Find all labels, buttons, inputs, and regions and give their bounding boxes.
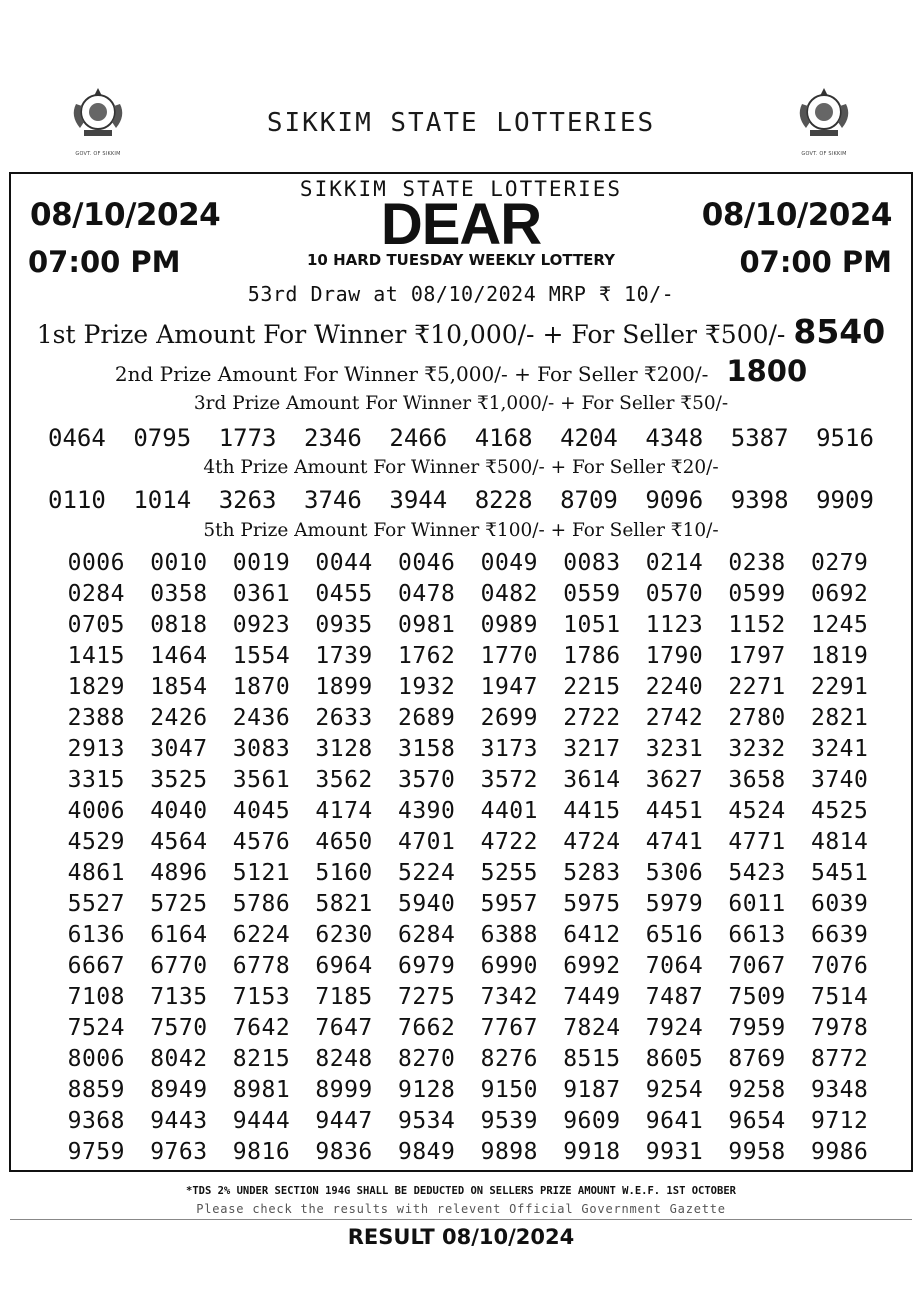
fifth-prize-number: 5423 <box>728 860 786 886</box>
fifth-prize-number: 4390 <box>397 798 456 824</box>
lottery-brand: DEAR <box>380 192 542 257</box>
fifth-prize-number: 6164 <box>150 922 208 948</box>
fifth-prize-number: 6039 <box>810 891 869 917</box>
fifth-prize-number: 9816 <box>232 1139 291 1165</box>
fifth-prize-number: 3627 <box>645 767 704 793</box>
fifth-prize-heading: 5th Prize Amount For Winner ₹100/- + For Seller ₹10/- <box>203 520 719 541</box>
fifth-prize-number: 4564 <box>150 829 208 855</box>
fifth-prize-number: 0989 <box>480 612 538 638</box>
fifth-prize-number: 7978 <box>810 1015 869 1041</box>
fifth-prize-number: 1051 <box>563 612 621 638</box>
third-prize-number: 4348 <box>645 424 704 452</box>
fifth-prize-number: 9254 <box>645 1077 704 1103</box>
fifth-prize-number: 0818 <box>150 612 208 638</box>
fifth-prize-number: 4576 <box>232 829 291 855</box>
fifth-prize-number: 8006 <box>67 1046 125 1072</box>
fifth-prize-number: 9931 <box>645 1139 704 1165</box>
fourth-prize-number: 3263 <box>218 486 277 514</box>
fifth-prize-number: 2215 <box>563 674 621 700</box>
third-prize-number: 4168 <box>474 424 533 452</box>
footer-divider <box>10 1219 912 1220</box>
fifth-prize-number: 8772 <box>810 1046 869 1072</box>
fifth-prize-number: 0599 <box>728 581 786 607</box>
fifth-prize-number: 1932 <box>397 674 456 700</box>
fifth-prize-number: 9918 <box>563 1139 621 1165</box>
fifth-prize-number: 3525 <box>150 767 208 793</box>
fifth-prize-number: 1245 <box>810 612 869 638</box>
fifth-prize-number: 7824 <box>563 1015 621 1041</box>
fifth-prize-number: 4524 <box>728 798 786 824</box>
first-prize-row <box>0 312 922 351</box>
fourth-prize-number: 1014 <box>133 486 192 514</box>
fifth-prize-number: 3658 <box>728 767 786 793</box>
fifth-prize-number: 7076 <box>810 953 869 979</box>
fifth-prize-number: 1739 <box>315 643 373 669</box>
fifth-prize-number: 7449 <box>563 984 621 1010</box>
fifth-prize-number: 3173 <box>480 736 538 762</box>
fifth-prize-number: 6388 <box>480 922 538 948</box>
fifth-prize-number: 5306 <box>645 860 704 886</box>
fifth-prize-number: 2821 <box>810 705 869 731</box>
fifth-prize-number: 5527 <box>67 891 125 917</box>
fifth-prize-number: 5975 <box>563 891 621 917</box>
fifth-prize-number: 8999 <box>315 1077 373 1103</box>
fifth-prize-number: 4006 <box>67 798 125 824</box>
tds-note: *TDS 2% UNDER SECTION 194G SHALL BE DEDUCTED ON SELLERS PRIZE AMOUNT W.E.F. 1ST OCTOBER <box>186 1185 736 1197</box>
fifth-prize-number: 9447 <box>315 1108 373 1134</box>
fifth-prize-number: 3128 <box>315 736 373 762</box>
fourth-prize-number: 8709 <box>560 486 618 514</box>
draw-time-left: 07:00 PM <box>28 245 181 279</box>
third-prize-number: 2466 <box>389 424 448 452</box>
fifth-prize-number: 7153 <box>232 984 291 1010</box>
fifth-prize-number: 5283 <box>563 860 621 886</box>
fifth-prize-number: 0935 <box>315 612 373 638</box>
fifth-prize-number: 2633 <box>315 705 373 731</box>
third-prize-number: 4204 <box>560 424 618 452</box>
fourth-prize-numbers <box>48 486 874 514</box>
fifth-prize-number: 9836 <box>315 1139 373 1165</box>
fifth-prize-number: 1152 <box>728 612 786 638</box>
fifth-prize-number: 7642 <box>232 1015 291 1041</box>
fifth-prize-number: 2722 <box>563 705 621 731</box>
fifth-prize-number: 5957 <box>480 891 538 917</box>
fifth-prize-number: 4529 <box>67 829 125 855</box>
fifth-prize-number: 4741 <box>645 829 704 855</box>
fifth-prize-number: 7570 <box>150 1015 208 1041</box>
fifth-prize-number: 1415 <box>67 643 125 669</box>
fifth-prize-number: 0482 <box>480 581 538 607</box>
fifth-prize-number: 6011 <box>728 891 786 917</box>
fifth-prize-number: 2742 <box>645 705 704 731</box>
fifth-prize-number: 2240 <box>645 674 704 700</box>
fourth-prize-heading: 4th Prize Amount For Winner ₹500/- + For Seller ₹20/- <box>203 457 719 478</box>
fifth-prize-number: 0570 <box>645 581 704 607</box>
second-prize-number: 1800 <box>726 354 808 388</box>
fourth-prize-number: 9096 <box>645 486 704 514</box>
fifth-prize-number: 0284 <box>67 581 125 607</box>
fifth-prize-number: 9958 <box>728 1139 786 1165</box>
fifth-prize-number: 5224 <box>397 860 456 886</box>
third-prize-number: 5387 <box>730 424 789 452</box>
fifth-prize-number: 6516 <box>645 922 704 948</box>
third-prize-number: 9516 <box>816 424 874 452</box>
draw-date-right: 08/10/2024 <box>701 197 892 233</box>
fifth-prize-number: 1464 <box>150 643 208 669</box>
fifth-prize-number: 1770 <box>480 643 538 669</box>
third-prize-numbers <box>48 424 874 452</box>
fifth-prize-number: 9712 <box>810 1108 869 1134</box>
fifth-prize-number: 7509 <box>728 984 786 1010</box>
fifth-prize-number: 9444 <box>232 1108 291 1134</box>
fifth-prize-number: 0238 <box>728 550 786 576</box>
fifth-prize-number: 2388 <box>67 705 125 731</box>
first-prize-number: 8540 <box>793 312 886 351</box>
fifth-prize-number: 9986 <box>810 1139 869 1165</box>
fifth-prize-number: 0279 <box>810 550 869 576</box>
fifth-prize-number: 5786 <box>232 891 291 917</box>
fifth-prize-number: 0923 <box>232 612 291 638</box>
fifth-prize-number: 1762 <box>397 643 456 669</box>
fifth-prize-number: 9258 <box>728 1077 786 1103</box>
fifth-prize-number: 0049 <box>480 550 538 576</box>
fifth-prize-number: 9849 <box>397 1139 456 1165</box>
fifth-prize-number: 3561 <box>232 767 291 793</box>
fifth-prize-number: 7135 <box>150 984 208 1010</box>
fifth-prize-number: 8215 <box>232 1046 291 1072</box>
fifth-prize-number: 7959 <box>728 1015 786 1041</box>
fifth-prize-number: 1899 <box>315 674 373 700</box>
fifth-prize-number: 9898 <box>480 1139 538 1165</box>
third-prize-number: 0464 <box>48 424 106 452</box>
fifth-prize-number: 4724 <box>563 829 621 855</box>
fifth-prize-number: 7064 <box>645 953 704 979</box>
fifth-prize-number: 8949 <box>150 1077 208 1103</box>
fifth-prize-number: 9150 <box>480 1077 538 1103</box>
fifth-prize-number: 6964 <box>315 953 373 979</box>
fifth-prize-number: 0046 <box>397 550 456 576</box>
fifth-prize-number: 0692 <box>810 581 869 607</box>
fifth-prize-number: 3740 <box>810 767 869 793</box>
fifth-prize-number: 4415 <box>563 798 621 824</box>
fifth-prize-number: 6230 <box>315 922 373 948</box>
fifth-prize-number: 5121 <box>232 860 291 886</box>
fifth-prize-number: 4701 <box>397 829 456 855</box>
fifth-prize-number: 1819 <box>810 643 869 669</box>
fifth-prize-number: 9609 <box>563 1108 621 1134</box>
fifth-prize-number: 3572 <box>480 767 538 793</box>
fifth-prize-number: 8769 <box>728 1046 786 1072</box>
fifth-prize-number: 4814 <box>810 829 869 855</box>
fifth-prize-number: 7108 <box>67 984 125 1010</box>
fifth-prize-number: 0044 <box>315 550 373 576</box>
fifth-prize-number: 3570 <box>397 767 456 793</box>
fifth-prize-number: 4174 <box>315 798 373 824</box>
fourth-prize-number: 8228 <box>474 486 533 514</box>
fifth-prize-number: 9128 <box>397 1077 456 1103</box>
third-prize-number: 1773 <box>218 424 277 452</box>
fifth-prize-number: 6284 <box>397 922 456 948</box>
fifth-prize-number: 2913 <box>67 736 125 762</box>
fifth-prize-number: 1829 <box>67 674 125 700</box>
fifth-prize-number: 1554 <box>232 643 291 669</box>
fifth-prize-number: 1786 <box>563 643 621 669</box>
fifth-prize-number: 5255 <box>480 860 538 886</box>
fifth-prize-number: 7067 <box>728 953 786 979</box>
fifth-prize-number: 0006 <box>67 550 125 576</box>
fifth-prize-number: 6613 <box>728 922 786 948</box>
second-prize-row <box>0 354 922 388</box>
fifth-prize-number: 3217 <box>563 736 621 762</box>
fifth-prize-number: 2780 <box>728 705 786 731</box>
fifth-prize-number: 3315 <box>67 767 125 793</box>
fifth-prize-number: 9443 <box>150 1108 208 1134</box>
fifth-prize-number: 6136 <box>67 922 125 948</box>
fifth-prize-number: 8515 <box>563 1046 621 1072</box>
fifth-prize-number: 6992 <box>563 953 621 979</box>
fifth-prize-numbers <box>55 548 881 1168</box>
fifth-prize-number: 1854 <box>150 674 208 700</box>
fifth-prize-number: 0358 <box>150 581 208 607</box>
fifth-prize-number: 7524 <box>67 1015 125 1041</box>
fifth-prize-number: 5160 <box>315 860 373 886</box>
fifth-prize-number: 2271 <box>728 674 786 700</box>
fifth-prize-number: 0478 <box>397 581 456 607</box>
fifth-prize-number: 6412 <box>563 922 621 948</box>
fifth-prize-number: 6990 <box>480 953 538 979</box>
fifth-prize-number: 0455 <box>315 581 373 607</box>
fifth-prize-number: 9759 <box>67 1139 125 1165</box>
fifth-prize-number: 0019 <box>232 550 291 576</box>
fifth-prize-number: 3241 <box>810 736 869 762</box>
fifth-prize-number: 9539 <box>480 1108 538 1134</box>
fifth-prize-number: 7514 <box>810 984 869 1010</box>
fourth-prize-number: 3746 <box>304 486 362 514</box>
fifth-prize-number: 0559 <box>563 581 621 607</box>
fifth-prize-number: 4896 <box>150 860 208 886</box>
fifth-prize-number: 3231 <box>645 736 704 762</box>
fifth-prize-number: 3083 <box>232 736 291 762</box>
fifth-prize-number: 9348 <box>810 1077 869 1103</box>
third-prize-number: 2346 <box>304 424 362 452</box>
third-prize-heading: 3rd Prize Amount For Winner ₹1,000/- + For Seller ₹50/- <box>193 393 729 414</box>
draw-date-left: 08/10/2024 <box>30 197 221 233</box>
fifth-prize-number: 0361 <box>232 581 291 607</box>
fifth-prize-number: 3158 <box>397 736 456 762</box>
emblem-caption: GOVT. OF SIKKIM <box>75 151 121 157</box>
fifth-prize-number: 0214 <box>645 550 704 576</box>
fifth-prize-number: 4451 <box>645 798 704 824</box>
fourth-prize-number: 9909 <box>816 486 874 514</box>
fifth-prize-number: 7342 <box>480 984 538 1010</box>
fifth-prize-number: 3562 <box>315 767 373 793</box>
fifth-prize-number: 8042 <box>150 1046 208 1072</box>
fifth-prize-number: 9187 <box>563 1077 621 1103</box>
fourth-prize-number: 0110 <box>48 486 106 514</box>
fifth-prize-number: 9654 <box>728 1108 786 1134</box>
fifth-prize-number: 8248 <box>315 1046 373 1072</box>
second-prize-heading: 2nd Prize Amount For Winner ₹5,000/- + For Seller ₹200/- <box>114 362 709 386</box>
fifth-prize-number: 2291 <box>810 674 869 700</box>
fifth-prize-number: 4401 <box>480 798 538 824</box>
fifth-prize-number: 6224 <box>232 922 291 948</box>
fifth-prize-number: 8276 <box>480 1046 538 1072</box>
fifth-prize-number: 1790 <box>645 643 704 669</box>
fifth-prize-number: 5821 <box>315 891 373 917</box>
result-date: RESULT 08/10/2024 <box>347 1225 575 1249</box>
fifth-prize-number: 0010 <box>150 550 208 576</box>
fifth-prize-number: 8605 <box>645 1046 704 1072</box>
first-prize-heading: 1st Prize Amount For Winner ₹10,000/- + For Seller ₹500/- <box>36 320 786 349</box>
fifth-prize-number: 4861 <box>67 860 125 886</box>
fifth-prize-number: 9534 <box>397 1108 456 1134</box>
fifth-prize-number: 6979 <box>397 953 456 979</box>
fifth-prize-number: 0705 <box>67 612 125 638</box>
fifth-prize-number: 7487 <box>645 984 704 1010</box>
fifth-prize-number: 3614 <box>563 767 621 793</box>
fifth-prize-number: 7185 <box>315 984 373 1010</box>
fifth-prize-number: 8270 <box>397 1046 456 1072</box>
fifth-prize-number: 7647 <box>315 1015 373 1041</box>
fifth-prize-number: 2689 <box>397 705 456 731</box>
fifth-prize-number: 5940 <box>397 891 456 917</box>
fifth-prize-number: 2699 <box>480 705 538 731</box>
fourth-prize-number: 9398 <box>730 486 789 514</box>
fifth-prize-number: 7924 <box>645 1015 704 1041</box>
fifth-prize-number: 9368 <box>67 1108 125 1134</box>
fifth-prize-number: 3047 <box>150 736 208 762</box>
fifth-prize-number: 9763 <box>150 1139 208 1165</box>
fifth-prize-number: 4771 <box>728 829 786 855</box>
fifth-prize-number: 8859 <box>67 1077 125 1103</box>
fifth-prize-number: 4722 <box>480 829 538 855</box>
emblem-caption: GOVT. OF SIKKIM <box>801 151 847 157</box>
fifth-prize-number: 5979 <box>645 891 704 917</box>
fifth-prize-number: 0981 <box>397 612 456 638</box>
fifth-prize-number: 1947 <box>480 674 538 700</box>
fifth-prize-number: 7662 <box>397 1015 456 1041</box>
draw-time-right: 07:00 PM <box>739 245 892 279</box>
draw-info: 53rd Draw at 08/10/2024 MRP ₹ 10/- <box>247 282 675 306</box>
fifth-prize-number: 1797 <box>728 643 786 669</box>
fifth-prize-number: 5451 <box>810 860 869 886</box>
fifth-prize-number: 7275 <box>397 984 456 1010</box>
fifth-prize-number: 1870 <box>232 674 291 700</box>
fifth-prize-number: 3232 <box>728 736 786 762</box>
fifth-prize-number: 2436 <box>232 705 291 731</box>
fifth-prize-number: 4525 <box>810 798 869 824</box>
third-prize-number: 0795 <box>133 424 192 452</box>
fifth-prize-number: 1123 <box>645 612 704 638</box>
ticket-top-label: SIKKIM STATE LOTTERIES <box>299 177 623 201</box>
fifth-prize-number: 2426 <box>150 705 208 731</box>
fifth-prize-number: 7767 <box>480 1015 538 1041</box>
fifth-prize-number: 4045 <box>232 798 291 824</box>
fifth-prize-number: 5725 <box>150 891 208 917</box>
fifth-prize-number: 4040 <box>150 798 208 824</box>
fifth-prize-number: 9641 <box>645 1108 704 1134</box>
fifth-prize-number: 6667 <box>67 953 125 979</box>
fifth-prize-number: 4650 <box>315 829 373 855</box>
fifth-prize-number: 6770 <box>150 953 208 979</box>
gazette-note: Please check the results with relevent Official Government Gazette <box>196 1202 726 1216</box>
fifth-prize-number: 8981 <box>232 1077 291 1103</box>
lottery-subtitle: 10 HARD TUESDAY WEEKLY LOTTERY <box>306 251 616 269</box>
fourth-prize-number: 3944 <box>389 486 448 514</box>
fifth-prize-number: 6778 <box>232 953 291 979</box>
page-title: SIKKIM STATE LOTTERIES <box>266 108 656 138</box>
fifth-prize-number: 6639 <box>810 922 869 948</box>
fifth-prize-number: 0083 <box>563 550 621 576</box>
